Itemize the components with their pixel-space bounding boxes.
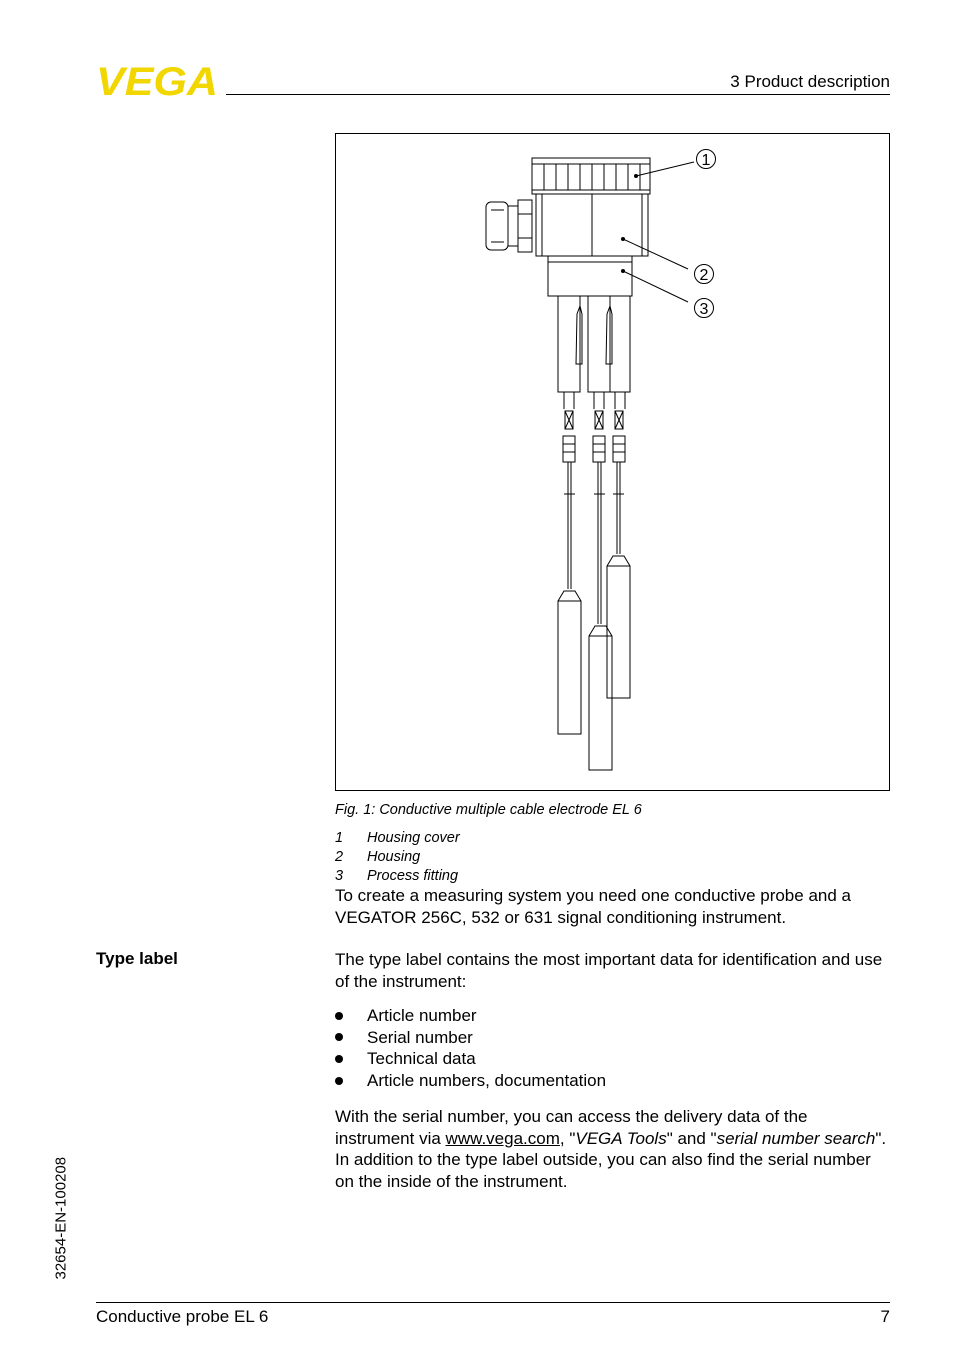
legend-number: 2 [335, 849, 344, 865]
list-item: Article number [335, 1005, 606, 1027]
figure-legend [335, 829, 460, 886]
legend-label: Housing [367, 849, 421, 865]
legend-label: Process fitting [367, 868, 459, 884]
callout-2 [695, 265, 714, 285]
section-header: 3 Product description [730, 72, 890, 91]
weights-drawing [558, 556, 630, 770]
legend-number: 1 [335, 830, 344, 846]
cable-gland-drawing [486, 200, 532, 252]
legend-item [335, 867, 460, 886]
serial-number-paragraph: With the serial number, you can access the delivery data of the instrument via www.vega.com, "VEGA Tools" and "serial number search". In addition to the type label outside, you can also find the serial number on the inside of the instrument. [335, 1107, 887, 1192]
figure-caption: Fig. 1: Conductive multiple cable electrode EL 6 [335, 802, 642, 818]
bullet-icon [335, 1012, 343, 1020]
page-number: 7 [880, 1307, 890, 1326]
svg-text:2: 2 [699, 267, 709, 284]
svg-text:3: 3 [699, 301, 709, 318]
vega-website-link[interactable]: www.vega.com [445, 1128, 560, 1148]
housing-cover-drawing [532, 158, 650, 194]
legend-label: Housing cover [367, 830, 460, 846]
list-item: Technical data [335, 1048, 606, 1070]
type-label-list [335, 1005, 606, 1092]
svg-text:1: 1 [701, 152, 711, 169]
bullet-icon [335, 1055, 343, 1063]
housing-drawing [536, 194, 648, 256]
legend-item [335, 848, 460, 867]
list-item: Serial number [335, 1027, 606, 1049]
bullet-icon [335, 1077, 343, 1085]
electrode-rods-drawing [558, 296, 630, 409]
logo-text: VEGA [96, 64, 218, 98]
intro-paragraph: To create a measuring system you need one conductive probe and a VEGATOR 256C, 532 or 631 signal conditioning instrument. [335, 886, 851, 927]
type-label-paragraph: The type label contains the most important data for identification and use of the instrument: [335, 950, 883, 991]
type-label-heading: Type label [96, 949, 178, 968]
document-id: 32654-EN-100208 [52, 1156, 70, 1280]
legend-item [335, 829, 460, 848]
footer-divider [96, 1302, 890, 1303]
legend-number: 3 [335, 868, 344, 884]
list-item: Article numbers, documentation [335, 1070, 606, 1092]
callout-3 [695, 299, 714, 319]
connector-drawing [563, 411, 625, 462]
bullet-icon [335, 1033, 343, 1041]
vega-logo [96, 64, 220, 98]
figure-frame [335, 133, 890, 791]
callout-1 [697, 150, 716, 170]
header-divider [226, 94, 890, 95]
cables-drawing [564, 462, 624, 624]
probe-drawing [336, 134, 889, 790]
footer-title: Conductive probe EL 6 [96, 1307, 269, 1326]
process-fitting-drawing [548, 256, 632, 296]
